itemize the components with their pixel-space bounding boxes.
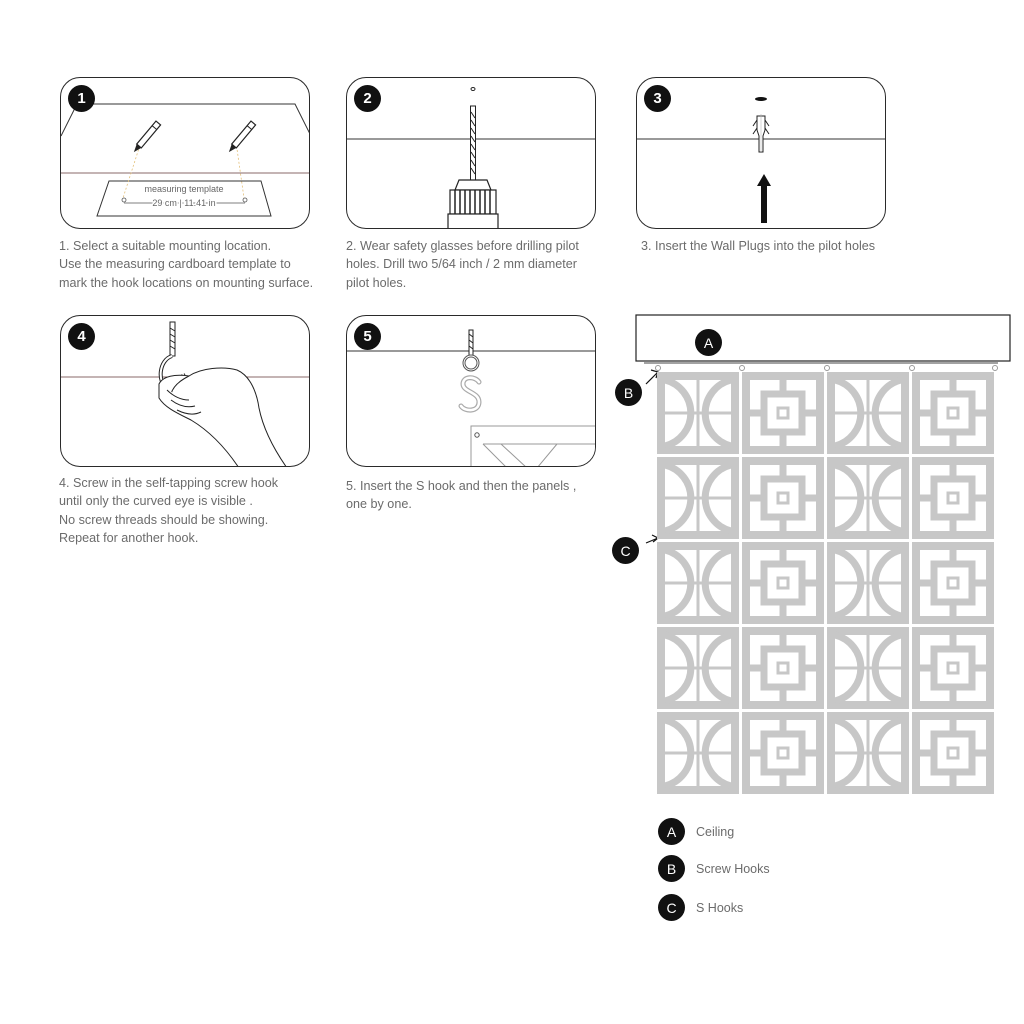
screw-hook-icon — [464, 330, 478, 370]
screw-hook-icon — [656, 366, 661, 371]
marker-a: A — [695, 329, 722, 356]
step-3-illustration — [637, 78, 886, 229]
decor-panel — [746, 631, 820, 705]
ceiling-block — [636, 315, 1010, 363]
assembly-illustration — [600, 300, 1024, 800]
caption-line: 3. Insert the Wall Plugs into the pilot holes — [641, 239, 876, 253]
hand-icon — [159, 368, 287, 467]
step-4-illustration — [61, 316, 310, 467]
step-3-caption — [641, 237, 875, 255]
caption-line: 2. Wear safety glasses before drilling pilot — [346, 239, 579, 253]
caption-line: 5. Insert the S hook and then the panels , — [346, 479, 577, 493]
step-number-badge: 2 — [354, 85, 381, 112]
legend-badge: B — [658, 855, 685, 882]
panel-corner-icon — [471, 426, 596, 467]
pencil-icon — [132, 121, 161, 154]
decor-panel — [746, 461, 820, 535]
decor-panel — [661, 461, 735, 535]
pencil-icon — [227, 121, 256, 154]
step-number-badge: 5 — [354, 323, 381, 350]
marker-c: C — [612, 537, 639, 564]
decor-panel — [831, 461, 905, 535]
step-number-badge: 4 — [68, 323, 95, 350]
caption-line: mark the hook locations on mounting surface. — [59, 275, 314, 290]
caption-line: pilot holes. — [346, 275, 407, 290]
caption-line: Use the measuring cardboard template to — [59, 257, 291, 272]
decor-panel — [831, 546, 905, 620]
decor-panel — [916, 716, 990, 790]
marker-arrow-icon — [646, 370, 658, 543]
decor-panel — [916, 461, 990, 535]
screw-hook-icon — [910, 366, 915, 371]
caption-line: one by one. — [346, 497, 412, 512]
legend-badge: A — [658, 818, 685, 845]
pilot-hole-icon — [755, 97, 767, 101]
decor-panel — [746, 376, 820, 450]
drill-chuck-icon — [448, 180, 498, 229]
step-4-card — [60, 315, 310, 467]
legend-label: Screw Hooks — [696, 861, 770, 876]
template-title: measuring template — [144, 184, 224, 194]
drill-bit-icon — [471, 106, 476, 180]
step-1-card — [60, 77, 310, 229]
decor-panel — [831, 631, 905, 705]
step-3-card — [636, 77, 886, 229]
step-1-illustration — [61, 78, 310, 229]
template-dims: 29 cm | 11.41 in — [152, 198, 216, 208]
step-number-badge: 1 — [68, 85, 95, 112]
caption-line: 4. Screw in the self-tapping screw hook — [59, 476, 279, 490]
screw-hook-icon — [740, 366, 745, 371]
decor-panel — [746, 716, 820, 790]
decor-panel — [916, 376, 990, 450]
step-2-caption — [346, 237, 579, 292]
assembly-diagram — [600, 300, 1024, 800]
decor-panel — [916, 631, 990, 705]
caption-line: until only the curved eye is visible . — [59, 494, 253, 509]
step-5-illustration — [347, 316, 596, 467]
step-5-caption — [346, 477, 576, 514]
legend-badge: C — [658, 894, 685, 921]
legend-item-s-hooks — [658, 894, 743, 921]
step-2-illustration — [347, 78, 596, 229]
screw-hook-icon — [825, 366, 830, 371]
decor-panel — [661, 631, 735, 705]
decor-panel — [916, 546, 990, 620]
caption-line: No screw threads should be showing. — [59, 512, 269, 527]
legend-item-ceiling — [658, 818, 734, 845]
decor-panel — [661, 716, 735, 790]
arrow-up-icon — [757, 174, 771, 223]
panel-grid — [656, 366, 998, 791]
caption-line: Repeat for another hook. — [59, 530, 199, 545]
legend-item-screw-hooks — [658, 855, 770, 882]
decor-panel — [831, 376, 905, 450]
step-2-card — [346, 77, 596, 229]
decor-panel — [746, 546, 820, 620]
step-number-badge: 3 — [644, 85, 671, 112]
step-1-caption — [59, 237, 313, 292]
caption-line: 1. Select a suitable mounting location. — [59, 239, 272, 253]
decor-panel — [831, 716, 905, 790]
step-4-caption — [59, 474, 278, 547]
wall-plug-icon — [753, 114, 769, 152]
decor-panel — [661, 546, 735, 620]
caption-line: holes. Drill two 5/64 inch / 2 mm diameter — [346, 257, 577, 272]
legend-label: Ceiling — [696, 824, 735, 839]
decor-panel — [661, 376, 735, 450]
screw-hook-icon — [993, 366, 998, 371]
marker-b: B — [615, 379, 642, 406]
step-5-card — [346, 315, 596, 467]
legend-label: S Hooks — [696, 900, 744, 915]
